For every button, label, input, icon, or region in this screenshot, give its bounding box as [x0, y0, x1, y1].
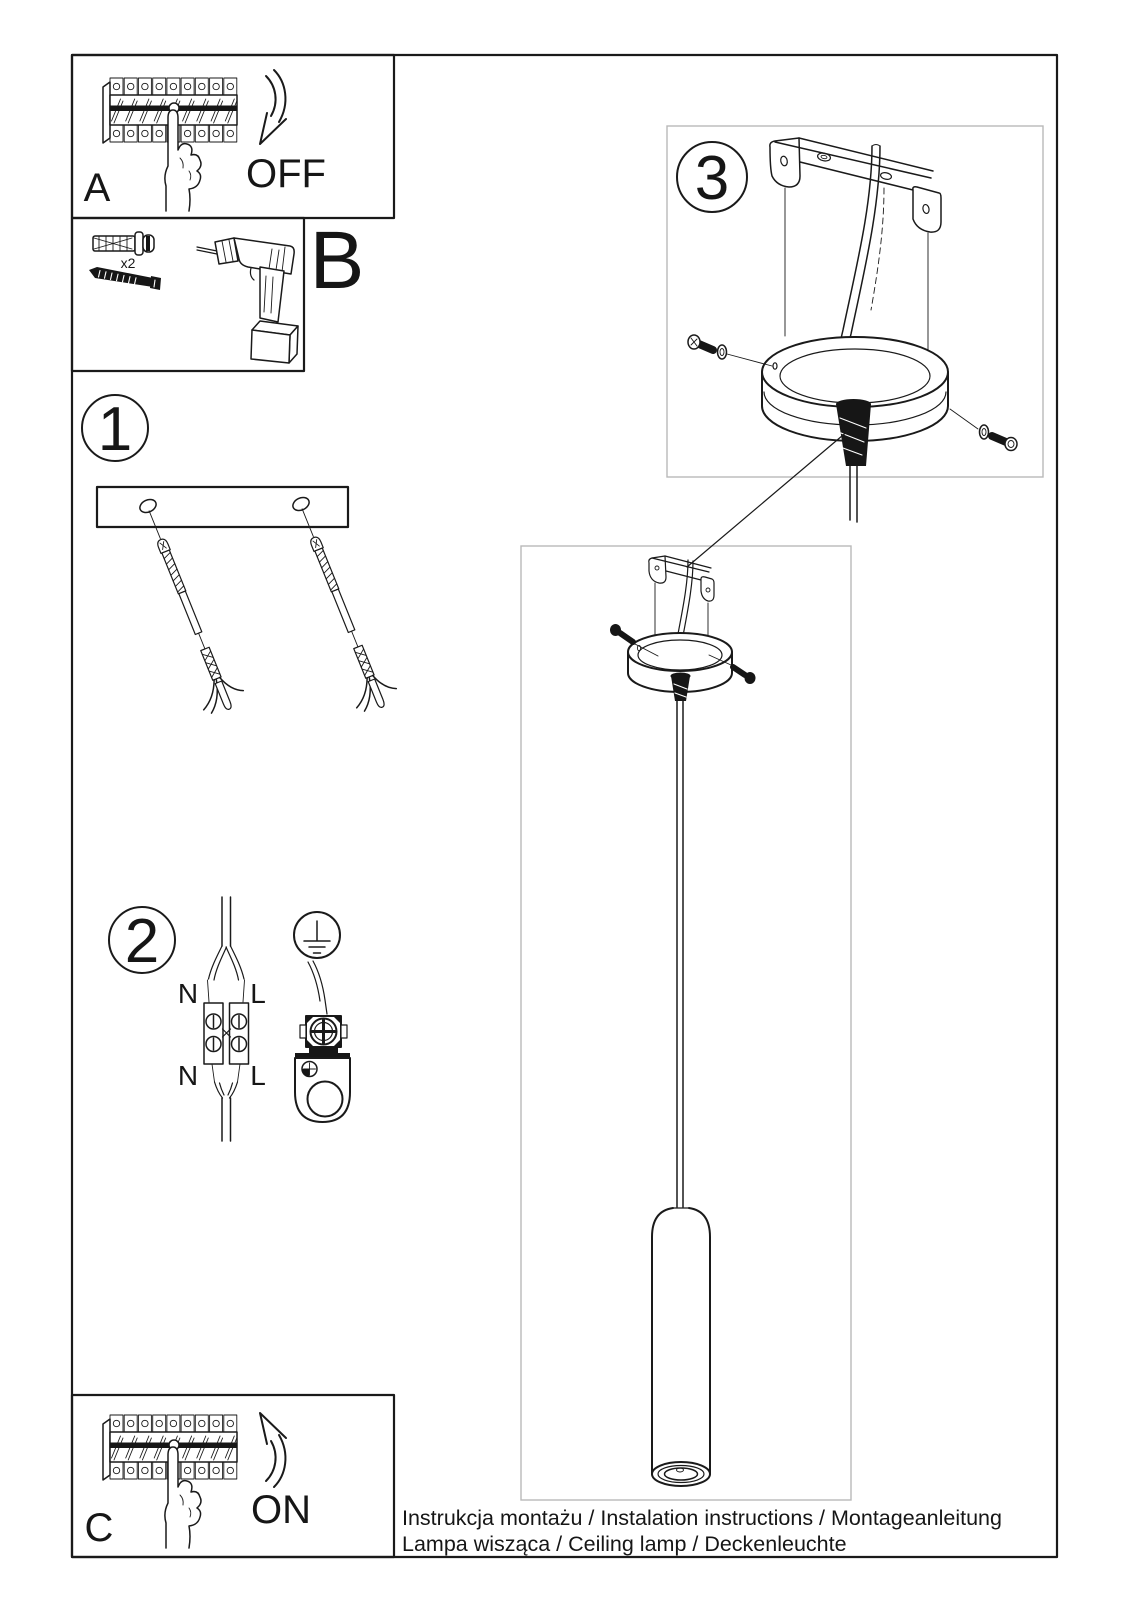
step3-number: 3 [694, 144, 730, 213]
cable-small [678, 560, 693, 636]
cord-grip-small [671, 673, 691, 702]
terminal-label-n-bottom: N [177, 1060, 199, 1091]
breaker-panel-on [103, 1415, 237, 1548]
step-b-tools [89, 215, 364, 363]
step2-number: 2 [124, 907, 160, 976]
step-2-wiring [109, 897, 350, 1141]
step-c-label: C [84, 1506, 114, 1550]
mounting-bar [97, 487, 348, 527]
off-label: OFF [246, 152, 326, 196]
supply-cable [208, 897, 245, 1002]
fastener-screw-left [688, 335, 772, 366]
step-a-power-off [84, 70, 326, 211]
assembled-lamp [610, 556, 756, 1486]
wall-plug-icon [93, 232, 154, 255]
drill-icon [197, 238, 298, 363]
ceiling-bracket-small [649, 556, 714, 601]
terminal-label-n-top: N [177, 978, 199, 1009]
step-1-anchors [82, 395, 401, 718]
cord-grip [836, 399, 871, 522]
footer-line2: Lampa wisząca / Ceiling lamp / Deckenleuchte [402, 1532, 847, 1556]
step-a-label: A [83, 166, 111, 210]
pendant-cord [677, 701, 683, 1207]
arrow-down-icon [260, 70, 286, 144]
projection-lines [785, 188, 928, 362]
box-a [72, 55, 394, 218]
step-3-canopy-detail [677, 138, 1017, 567]
arrow-up-icon [260, 1413, 286, 1487]
anchor-count-label: x2 [120, 255, 136, 271]
anchor-assembly-left [127, 503, 248, 718]
footer [402, 1506, 1002, 1556]
on-label: ON [251, 1488, 311, 1532]
step-b-label: B [309, 215, 365, 306]
terminal-block [204, 1003, 249, 1064]
page-borders [72, 55, 1057, 1557]
ground-wire [308, 961, 327, 1014]
ground-symbol-icon [294, 912, 340, 958]
pendant-tube [652, 1208, 710, 1486]
box-c [72, 1395, 394, 1557]
step1-number: 1 [97, 395, 133, 464]
terminal-label-l-top: L [250, 978, 266, 1009]
fastener-screw-right [950, 409, 1017, 451]
outer-border [72, 55, 1057, 1557]
anchor-assembly-right [280, 501, 401, 716]
ground-clamp [300, 1016, 347, 1053]
step-c-power-on [85, 1413, 311, 1550]
ground-lug [295, 1053, 350, 1122]
lamp-cable [212, 1064, 240, 1141]
footer-line1: Instrukcja montażu / Instalation instructions / Montageanleitung [402, 1506, 1002, 1530]
cable-through-bracket [837, 145, 884, 369]
breaker-panel-off [103, 78, 237, 211]
ceiling-bracket [770, 138, 941, 232]
terminal-label-l-bottom: L [250, 1060, 266, 1091]
